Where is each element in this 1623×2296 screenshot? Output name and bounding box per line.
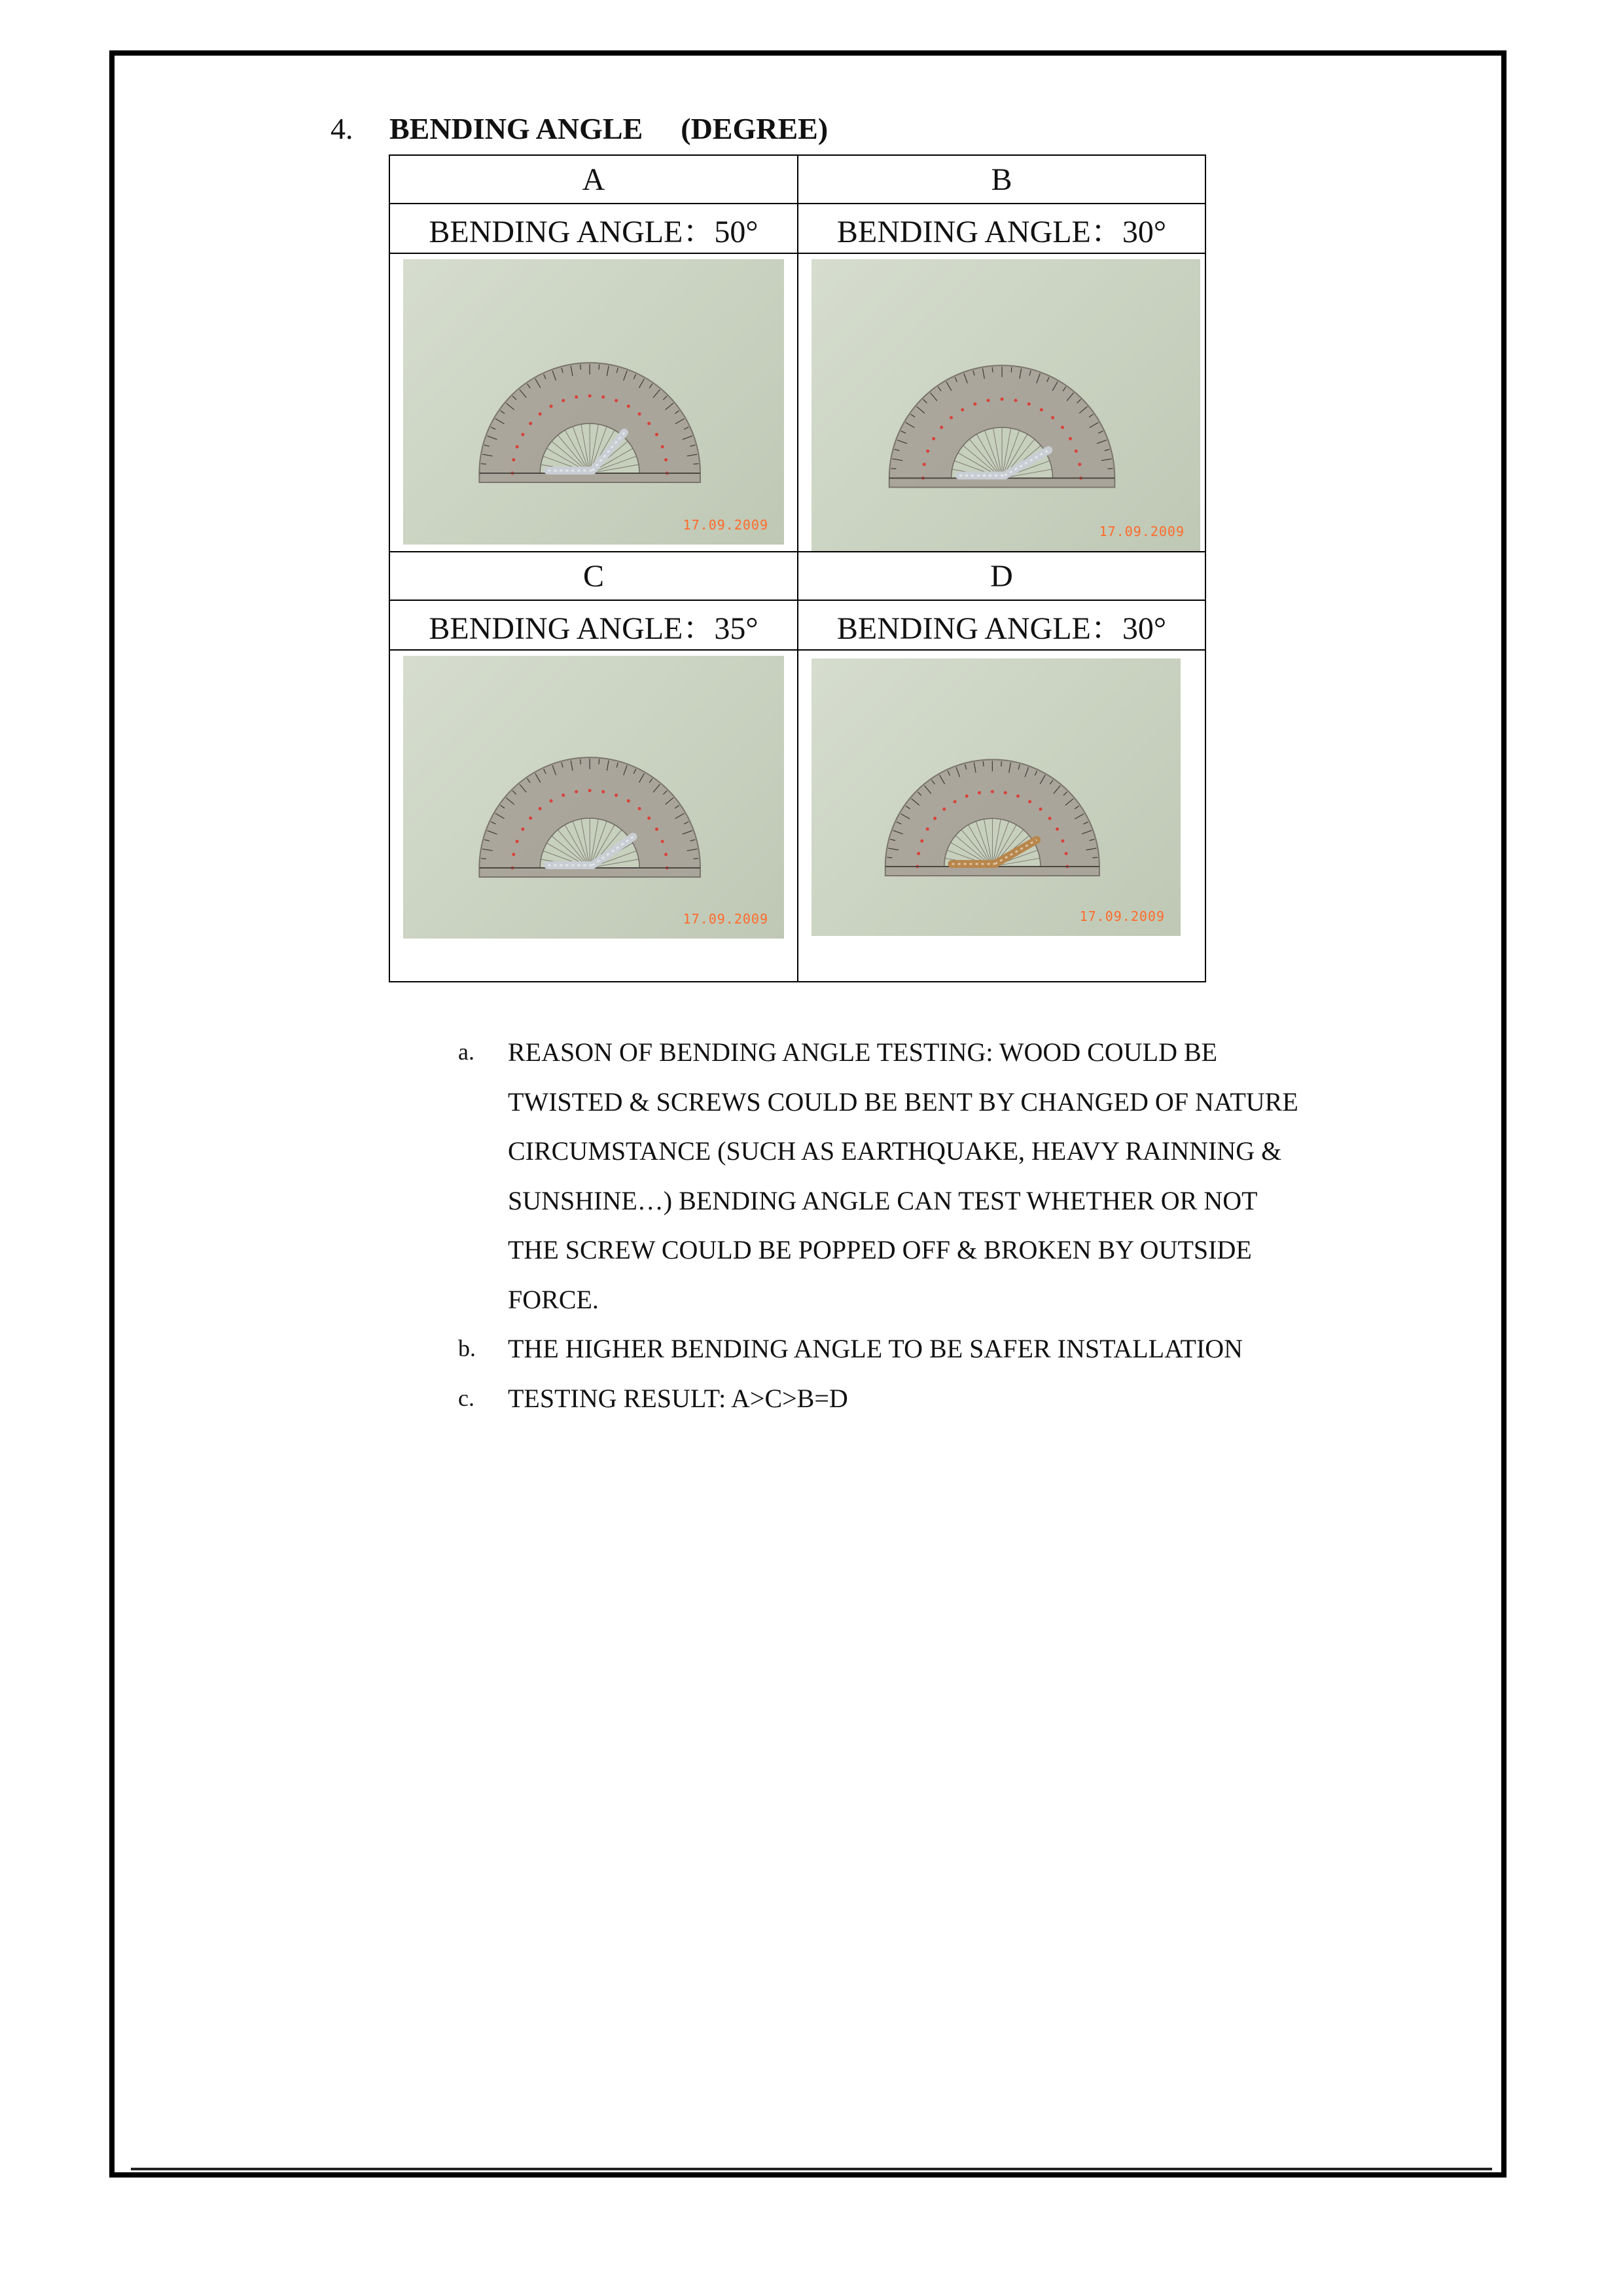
note-text: THE HIGHER BENDING ANGLE TO BE SAFER INSTALLATION bbox=[508, 1334, 1243, 1363]
protractor-icon bbox=[812, 658, 1181, 936]
note-marker: b. bbox=[458, 1335, 476, 1361]
protractor-icon bbox=[403, 259, 784, 545]
note-text: TESTING RESULT: A>C>B=D bbox=[508, 1383, 848, 1413]
sample-angle: BENDING ANGLE：50° bbox=[389, 204, 798, 253]
photo-cell bbox=[389, 253, 798, 552]
protractor-icon bbox=[403, 656, 784, 939]
section-unit: (DEGREE) bbox=[681, 112, 829, 145]
protractor-photo bbox=[812, 259, 1200, 551]
photo-date-stamp: 17.09.2009 bbox=[683, 517, 768, 533]
protractor-photo bbox=[403, 656, 784, 939]
note-marker: c. bbox=[458, 1384, 474, 1411]
sample-letter: B bbox=[798, 155, 1205, 204]
section-number: 4. bbox=[330, 112, 353, 145]
sample-letter: C bbox=[389, 552, 798, 600]
photo-cell bbox=[389, 650, 798, 982]
section-title: BENDING ANGLE bbox=[389, 112, 643, 145]
note-item bbox=[458, 1374, 1309, 1424]
sample-letter: D bbox=[798, 552, 1205, 600]
sample-letter: A bbox=[389, 155, 798, 204]
sample-angle: BENDING ANGLE：35° bbox=[389, 600, 798, 650]
note-item bbox=[458, 1324, 1309, 1374]
bending-angle-table bbox=[389, 154, 1206, 982]
photo-date-stamp: 17.09.2009 bbox=[683, 911, 768, 927]
notes-list bbox=[458, 1028, 1309, 1423]
sample-angle: BENDING ANGLE：30° bbox=[798, 204, 1205, 253]
protractor-photo bbox=[812, 658, 1181, 936]
footer-rule bbox=[131, 2168, 1492, 2170]
protractor-photo bbox=[403, 259, 784, 545]
section-heading bbox=[330, 111, 828, 146]
photo-date-stamp: 17.09.2009 bbox=[1099, 524, 1185, 539]
protractor-icon bbox=[812, 259, 1200, 551]
note-marker: a. bbox=[458, 1039, 474, 1065]
photo-cell bbox=[798, 650, 1205, 982]
note-item bbox=[458, 1028, 1309, 1324]
photo-date-stamp: 17.09.2009 bbox=[1079, 908, 1165, 924]
note-text: REASON OF BENDING ANGLE TESTING: WOOD COULD BE TWISTED & SCREWS COULD BE BENT BY CHANGED OF NATURE CIRCUMSTANCE (SUCH AS EARTHQUAKE, HEAVY RAINNING & SUNSHINE…) BENDING ANGLE CAN TEST WHETHER OR NOT THE SCREW COULD BE POPPED OFF & BROKEN BY OUTSIDE FORCE. bbox=[508, 1037, 1298, 1314]
photo-cell bbox=[798, 253, 1205, 552]
sample-angle: BENDING ANGLE：30° bbox=[798, 600, 1205, 650]
